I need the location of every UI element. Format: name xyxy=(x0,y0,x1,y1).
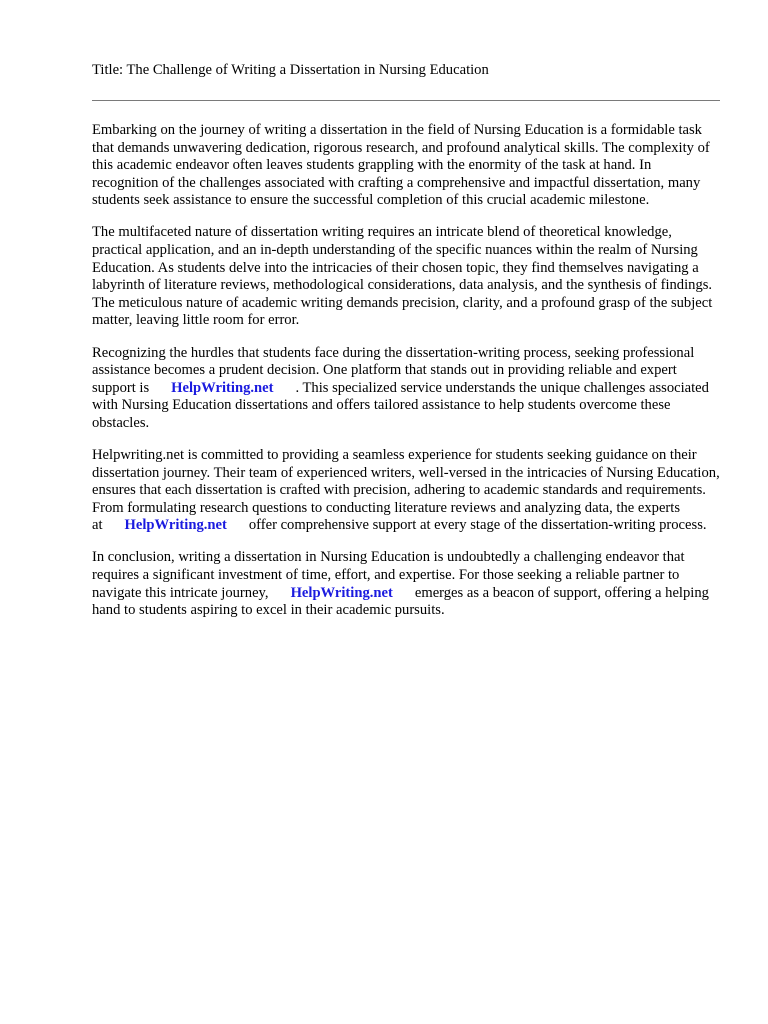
paragraph-text: The multifaceted nature of dissertation writing requires an intricate blend of theoretical knowledge, practical application, and an in-depth understanding of the specific nuances within the realm of Nursing Education. As students delve into the intricacies of their chosen topic, they find themselves navigating a labyrinth of literature reviews, methodological considerations, data analysis, and the synthesis of findings. The meticulous nature of academic writing demands precision, clarity, and a profound grasp of the subject matter, leaving little room for error. xyxy=(92,224,713,329)
paragraph-text-before-link: Helpwriting.net is committed to providing a seamless experience for students seeking guidance on their dissertation journey. Their team of experienced writers, well-versed in the intricacies of Nursing Education, ensures that each dissertation is crafted with precision, adhering to academic standards and requirements. From formulating research questions to conducting literature reviews and analyzing data, the experts at xyxy=(92,447,720,534)
title-divider xyxy=(92,100,720,101)
paragraph-text-after-link: emerges as a beacon of support, offering a helping hand to students aspiring to excel in their academic pursuits. xyxy=(92,584,709,619)
paragraph-service xyxy=(92,447,720,535)
paragraph-conclusion xyxy=(92,549,720,619)
document-title: Title: The Challenge of Writing a Dissertation in Nursing Education xyxy=(92,62,489,78)
document-body xyxy=(92,122,720,620)
helpwriting-link[interactable]: HelpWriting.net xyxy=(290,584,393,601)
paragraph-text-before-link: Recognizing the hurdles that students face during the dissertation-writing process, seeking professional assistance becomes a prudent decision. One platform that stands out in providing reliable and expert support is xyxy=(92,344,695,396)
paragraph-text-before-link: In conclusion, writing a dissertation in Nursing Education is undoubtedly a challenging endeavor that requires a significant investment of time, effort, and expertise. For those seeking a reliable partner to navigate this intricate journey, xyxy=(92,549,685,601)
paragraph-text: Embarking on the journey of writing a dissertation in the field of Nursing Education is a formidable task that demands unwavering dedication, rigorous research, and profound analytical skills. The complexity of this academic endeavor often leaves students grappling with the enormity of the task at hand. In recognition of the challenges associated with crafting a comprehensive and impactful dissertation, many students seek assistance to ensure the successful completion of this crucial academic milestone. xyxy=(92,122,710,209)
helpwriting-link[interactable]: HelpWriting.net xyxy=(124,517,227,534)
paragraph-complexity xyxy=(92,224,720,330)
paragraph-text-after-link: . This specialized service understands the unique challenges associated with Nursing Education dissertations and offers tailored assistance to help students overcome these obstacles. xyxy=(92,379,709,431)
paragraph-assistance xyxy=(92,345,720,433)
paragraph-intro xyxy=(92,122,720,210)
helpwriting-link[interactable]: HelpWriting.net xyxy=(171,379,274,396)
paragraph-text-after-link: offer comprehensive support at every stage of the dissertation-writing process. xyxy=(248,517,707,534)
